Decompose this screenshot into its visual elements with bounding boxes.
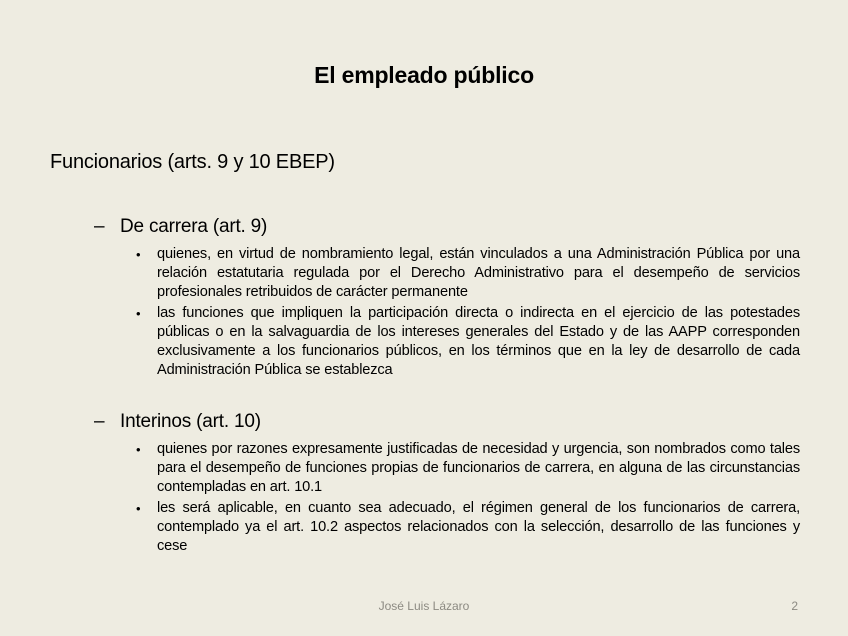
- section-de-carrera: [94, 216, 800, 381]
- bullet-list: [94, 440, 800, 556]
- bullet-text: quienes por razones expresamente justificadas de necesidad y urgencia, son nombrados como tales para el desempeño de funciones propias de funcionarios de carrera, en alguna de las circunstancias contempladas en art. 10.1: [157, 441, 800, 496]
- slide-title: El empleado público: [314, 62, 534, 88]
- section-heading: [94, 411, 800, 439]
- list-item: [136, 440, 800, 498]
- bullet-icon: •: [136, 442, 141, 457]
- section-label: De carrera (art. 9): [120, 216, 268, 237]
- section-label: Interinos (art. 10): [120, 411, 261, 432]
- bullet-icon: •: [136, 305, 141, 321]
- bullet-list: [94, 245, 800, 380]
- dash-marker: –: [94, 216, 105, 237]
- bullet-icon: •: [136, 247, 141, 262]
- bullet-text: quienes, en virtud de nombramiento legal, están vinculados a una Administración Pública por una relación estatutaria regulada por el Derecho Administrativo para el desempeño de servicios profesionales retribuidos de carácter permanente: [157, 246, 800, 301]
- list-item: [136, 499, 800, 557]
- footer-author: José Luis Lázaro: [378, 599, 470, 613]
- page-number: 2: [791, 599, 798, 613]
- bullet-text: les será aplicable, en cuanto sea adecuado, el régimen general de los funcionarios de carrera, contemplado ya el art. 10.2 aspectos relacionados con la selección, desarrollo de las funciones y cese: [157, 499, 800, 555]
- bullet-icon: •: [136, 500, 141, 516]
- section-interinos: [94, 411, 800, 557]
- list-item: [136, 304, 800, 381]
- slide-heading: Funcionarios (arts. 9 y 10 EBEP): [50, 151, 335, 173]
- dash-marker: –: [94, 411, 105, 432]
- list-item: [136, 245, 800, 303]
- bullet-text: las funciones que impliquen la participación directa o indirecta en el ejercicio de las potestades públicas o en la salvaguardia de los intereses generales del Estado y de las AAPP corresponden exclusivamente a los funcionarios públicos, en los términos que en la ley de desarrollo de cada Administración Pública se establezca: [157, 304, 800, 379]
- section-heading: [94, 216, 800, 244]
